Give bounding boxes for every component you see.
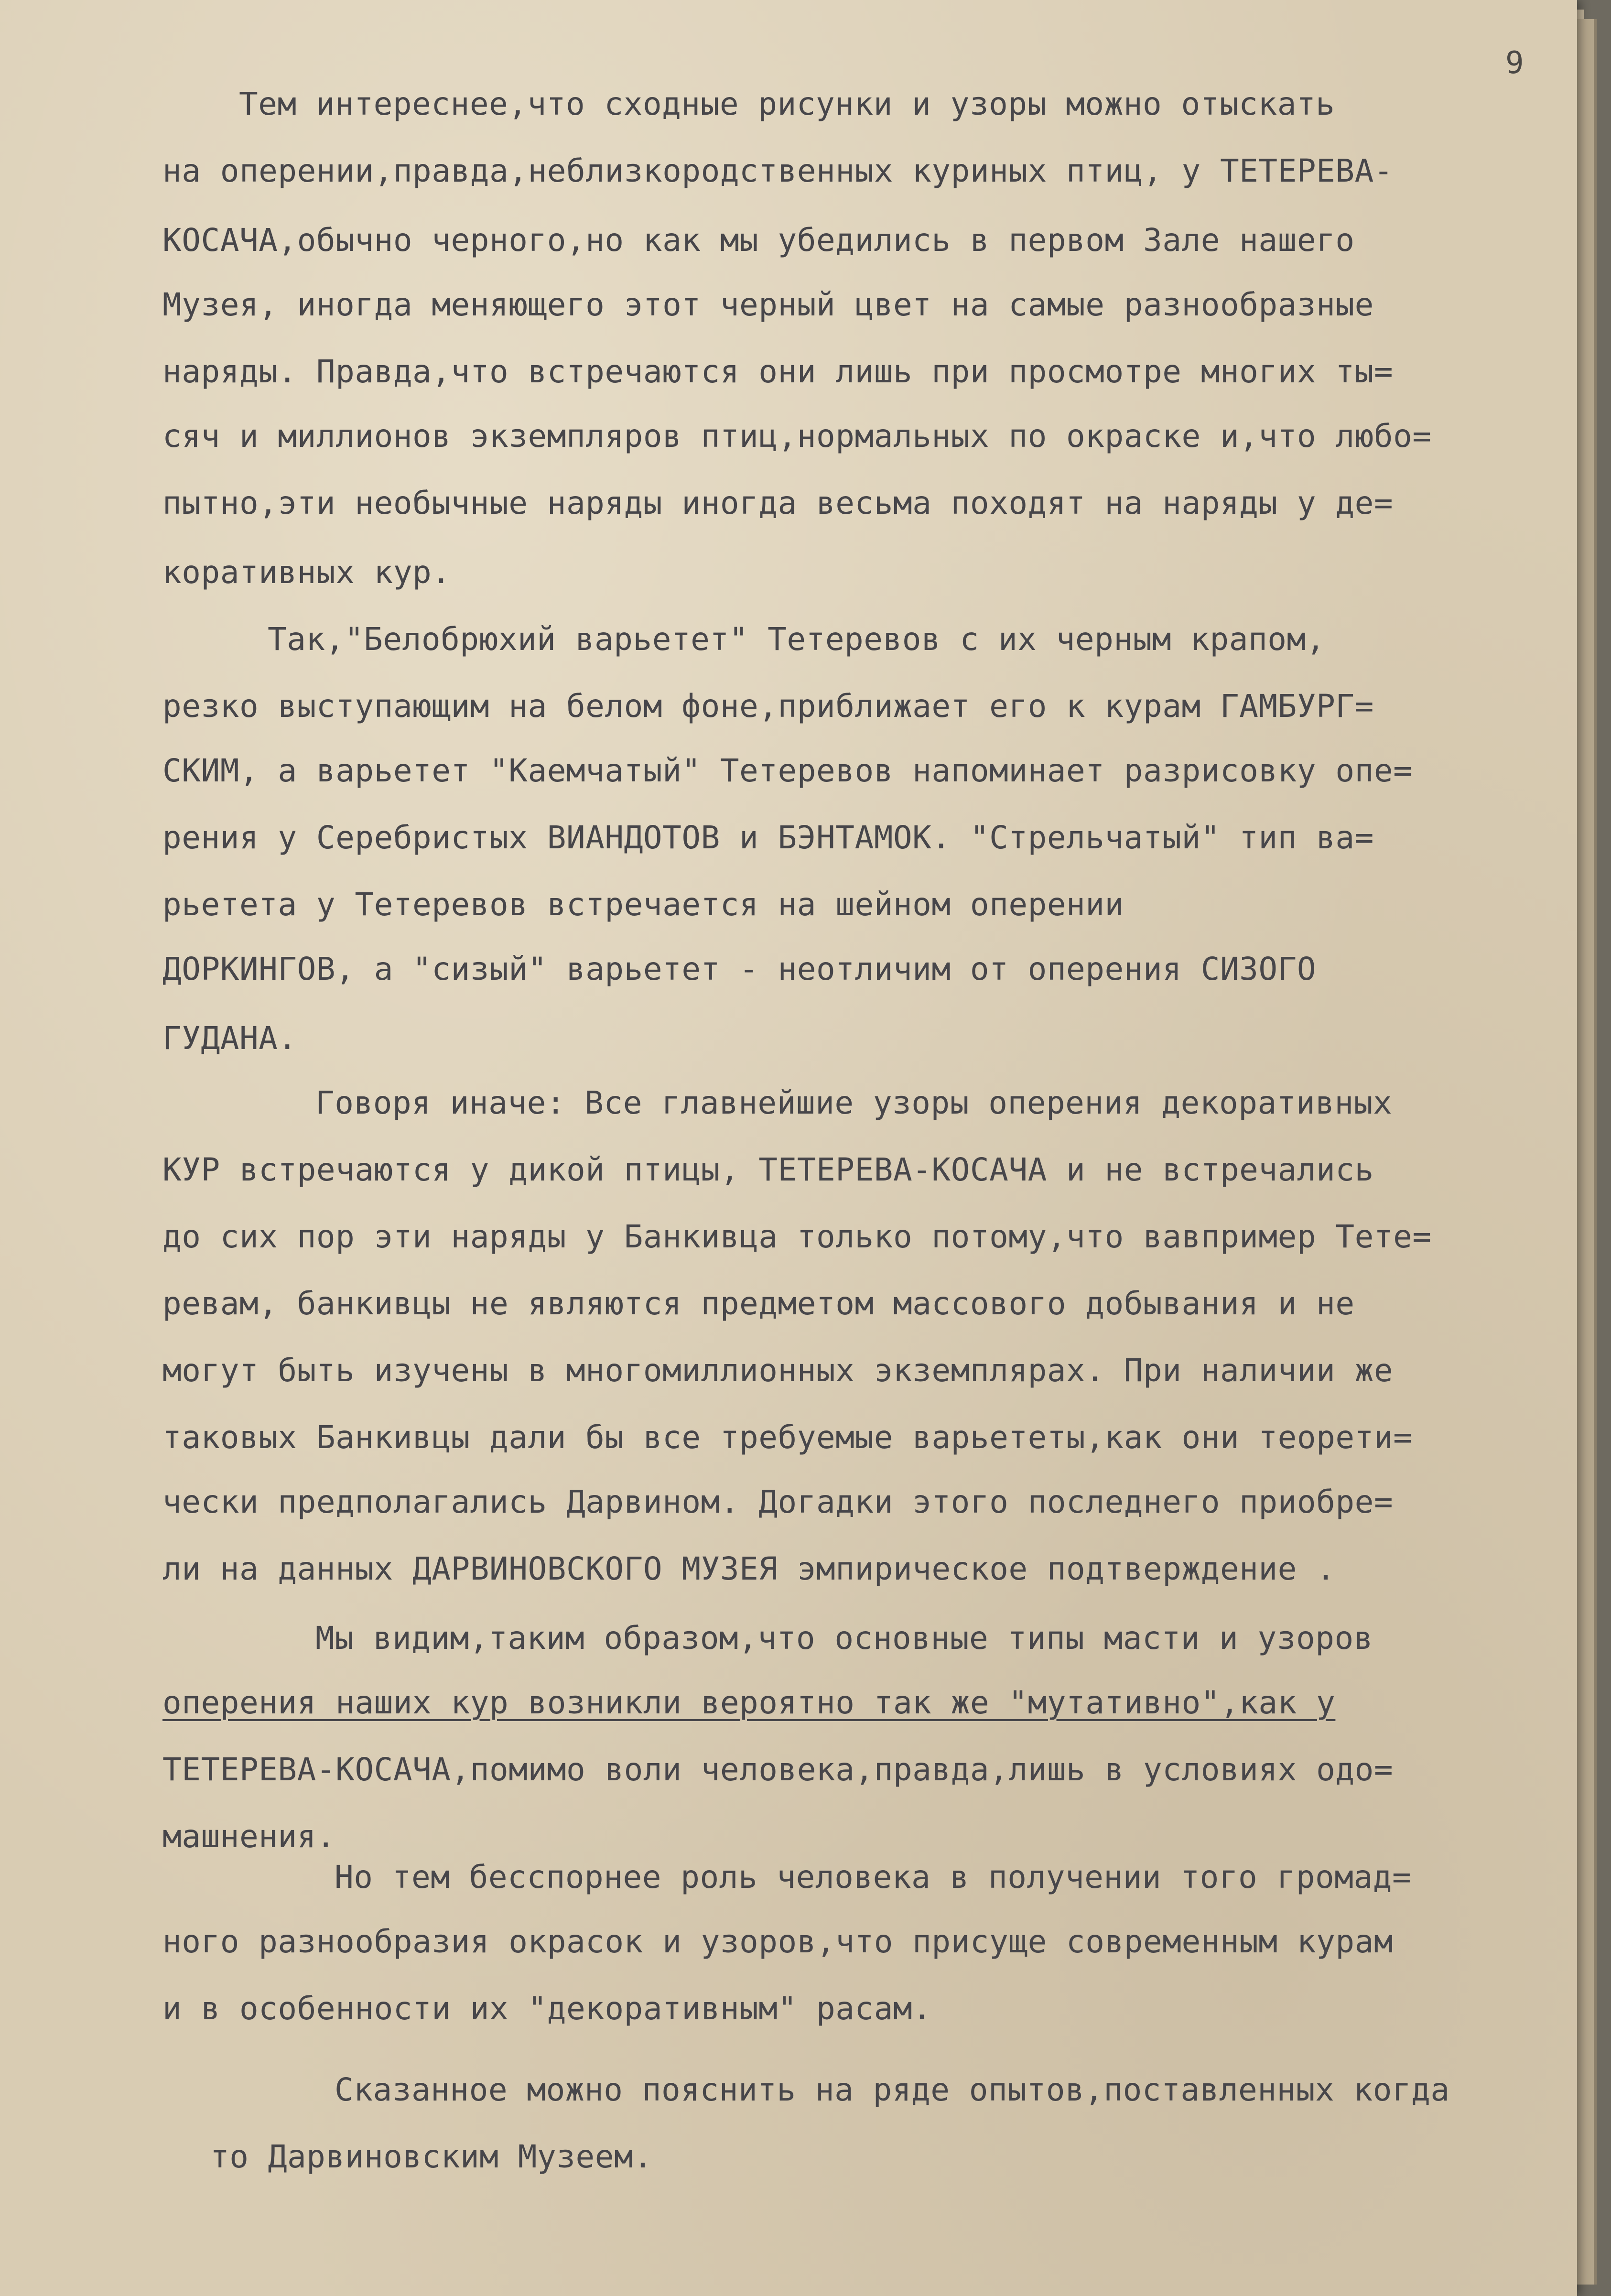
text-line: ТЕТЕРЕВА-КОСАЧА,помимо воли человека,правда,лишь в условиях одо= <box>162 1751 1394 1788</box>
text-line: то Дарвиновским Музеем. <box>210 2138 653 2175</box>
text-line: пытно,эти необычные наряды иногда весьма походят на наряды у де= <box>162 485 1394 521</box>
text-line: Музея, иногда меняющего этот черный цвет на самые разнообразные <box>162 286 1374 323</box>
page-number: 9 <box>1505 45 1524 81</box>
text-line: ревам, банкивцы не являются предметом массового добывания и не <box>162 1285 1355 1322</box>
text-line: Так,"Белобрюхий варьетет" Тетеревов с их черным крапом, <box>268 621 1325 658</box>
text-line: СКИМ, а варьетет "Каемчатый" Тетеревов напоминает разрисовку опе= <box>162 752 1413 789</box>
text-line: таковых Банкивцы дали бы все требуемые варьететы,как они теорети= <box>162 1419 1413 1456</box>
text-line: сяч и миллионов экземпляров птиц,нормальных по окраске и,что любо= <box>162 418 1432 455</box>
text-line: рьетета у Тетеревов встречается на шейном оперении <box>162 886 1124 923</box>
text-line: чески предполагались Дарвином. Догадки этого последнего приобре= <box>162 1484 1394 1520</box>
text-line: ли на данных ДАРВИНОВСКОГО МУЗЕЯ эмпирическое подтверждение . <box>162 1550 1336 1587</box>
text-line: наряды. Правда,что встречаются они лишь при просмотре многих ты= <box>162 353 1394 390</box>
text-line: рения у Серебристых ВИАНДОТОВ и БЭНТАМОК. "Стрельчатый" тип ва= <box>162 819 1374 856</box>
text-line: коративных кур. <box>162 554 451 591</box>
text-line: оперения наших кур возникли вероятно так же "мутативно",как у <box>162 1684 1336 1721</box>
text-line: до сих пор эти наряды у Банкивца только потому,что вавпример Тете= <box>162 1218 1432 1255</box>
text-line: КОСАЧА,обычно черного,но как мы убедились в первом Зале нашего <box>162 222 1355 259</box>
text-line: Говоря иначе: Все главнейшие узоры оперения декоративных <box>315 1084 1393 1121</box>
text-line: КУР встречаются у дикой птицы, ТЕТЕРЕВА-КОСАЧА и не встречались <box>162 1151 1374 1188</box>
text-line: Но тем бесспорнее роль человека в получении того громад= <box>335 1859 1412 1895</box>
text-line: Сказанное можно пояснить на ряде опытов,поставленных когда <box>335 2071 1450 2108</box>
text-line: Мы видим,таким образом,что основные типы масти и узоров <box>315 1620 1373 1657</box>
text-line: на оперении,правда,неблизкородственных куриных птиц, у ТЕТЕРЕВА- <box>162 152 1394 189</box>
text-line: могут быть изучены в многомиллионных экземплярах. При наличии же <box>162 1352 1394 1389</box>
text-line: ГУДАНА. <box>162 1020 297 1057</box>
text-line: ного разнообразия окрасок и узоров,что присуще современным курам <box>162 1923 1394 1960</box>
text-line: машнения. <box>162 1818 336 1855</box>
text-line: резко выступающим на белом фоне,приближает его к курам ГАМБУРГ= <box>162 688 1374 725</box>
text-line: Тем интереснее,что сходные рисунки и узоры можно отыскать <box>239 86 1335 122</box>
text-line: и в особенности их "декоративным" расам. <box>162 1990 932 2027</box>
text-line: ДОРКИНГОВ, а "сизый" варьетет - неотличим от оперения СИЗОГО <box>162 951 1317 987</box>
